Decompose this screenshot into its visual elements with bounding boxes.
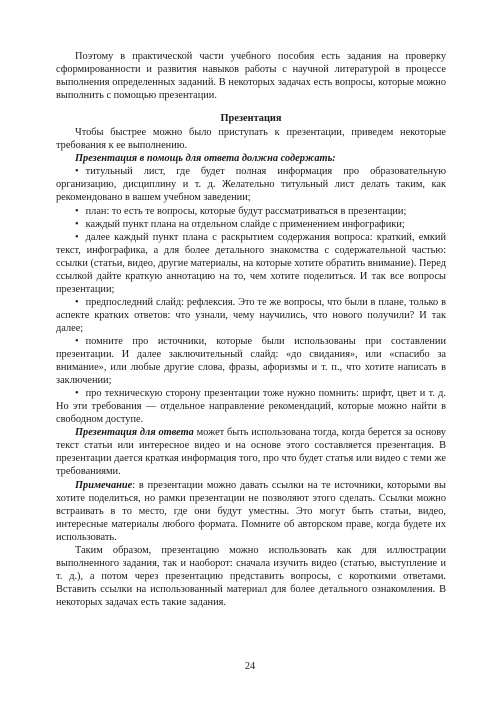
answer-label: Презентация для ответа bbox=[75, 427, 194, 439]
requirements-heading-paragraph bbox=[56, 152, 446, 165]
bullet-item bbox=[56, 231, 446, 296]
bullet-text: помните про источники, которые были использованы при составлении презентации. И далее заключительный слайд: «до свидания», или «спасибо за внимание», или любые другие слова, фразы, афоризмы и т. п., что хотите написать в заключении; bbox=[56, 335, 446, 387]
bullet-icon: • bbox=[75, 335, 79, 347]
page-body bbox=[56, 50, 446, 609]
bullet-item bbox=[56, 205, 446, 218]
note-paragraph bbox=[56, 479, 446, 544]
requirements-heading: Презентация в помощь для ответа должна содержать: bbox=[75, 153, 336, 165]
bullet-icon: • bbox=[75, 205, 79, 217]
note-label: Примечание bbox=[75, 479, 133, 491]
bullet-text: про техническую сторону презентации тоже нужно помнить: шрифт, цвет и т. д. Но эти требования — отдельное направление рекомендаций, которые можно найти в свободном доступе. bbox=[56, 388, 446, 426]
answer-paragraph bbox=[56, 426, 446, 478]
bullet-icon: • bbox=[75, 218, 79, 230]
bullet-item bbox=[56, 296, 446, 335]
bullet-icon: • bbox=[75, 166, 79, 178]
bullet-icon: • bbox=[75, 388, 79, 400]
intro-paragraph: Поэтому в практической части учебного пособия есть задания на проверку сформированности и развития навыков работы с научной литературой в процессе выполнения определенных заданий. В некоторых задачах есть вопросы, которые можно выполнить с помощью презентации. bbox=[56, 51, 446, 102]
section-title: Презентация bbox=[220, 113, 282, 125]
bullet-text: предпоследний слайд: рефлексия. Это те же вопросы, что были в плане, только в аспекте кратких ответов: что узнали, чему научились, что нового получили? И так далее; bbox=[56, 296, 446, 334]
bullet-text: далее каждый пункт плана с раскрытием содержания вопроса: краткий, емкий текст, инфографика, а для более детального знакомства с содержательной частью: ссылки (статьи, видео, другие материалы, на которые хотите обратить внимание). Перед ссылкой дайте краткую аннотацию на то, чем хотите поделиться. И так все вопросы презентации; bbox=[56, 231, 446, 295]
bullet-icon: • bbox=[75, 231, 79, 243]
bullet-item bbox=[56, 335, 446, 387]
bullet-item bbox=[56, 218, 446, 231]
answer-text: может быть использована тогда, когда берется за основу текст статьи или интересное видео и на основе этого составляется презентация. В презентации дается краткая информация того, про что будет статья или видео с теми же требованиями. bbox=[56, 427, 446, 478]
bullet-text: каждый пункт плана на отдельном слайде с применением инфографики; bbox=[85, 218, 405, 230]
bullet-item bbox=[56, 165, 446, 204]
bullet-text: титульный лист, где будет полная информация про образовательную организацию, дисциплину и т. д. Желательно титульный лист делать таким, как рекомендовано в вашем учебном заведении; bbox=[56, 166, 446, 204]
bullet-text: план: то есть те вопросы, которые будут рассматриваться в презентации; bbox=[85, 205, 407, 217]
bullet-icon: • bbox=[75, 296, 79, 308]
bullet-item bbox=[56, 387, 446, 426]
closing-paragraph: Таким образом, презентацию можно использовать как для иллюстрации выполненного задания, так и наоборот: сначала изучить видео (статью, выступление и т. д.), а потом через презентацию представить вопросы, с короткими ответами. Вставить ссылки на использованный материал для более детального ознакомления. В некоторых задачах есть такие задания. bbox=[56, 544, 446, 608]
page-number: 24 bbox=[244, 661, 256, 672]
note-text: : в презентации можно давать ссылки на те источники, которыми вы хотите поделиться, но рамки презентации не позволяют этого сделать. Ссылки можно встраивать в то место, где они будут уместны. Это могут быть статьи, видео, интересные материалы любого формата. Помните об авторском праве, когда будете их использовать. bbox=[56, 479, 446, 543]
section-intro-paragraph: Чтобы быстрее можно было приступать к презентации, приведем некоторые требования к ее выполнению. bbox=[56, 127, 446, 152]
